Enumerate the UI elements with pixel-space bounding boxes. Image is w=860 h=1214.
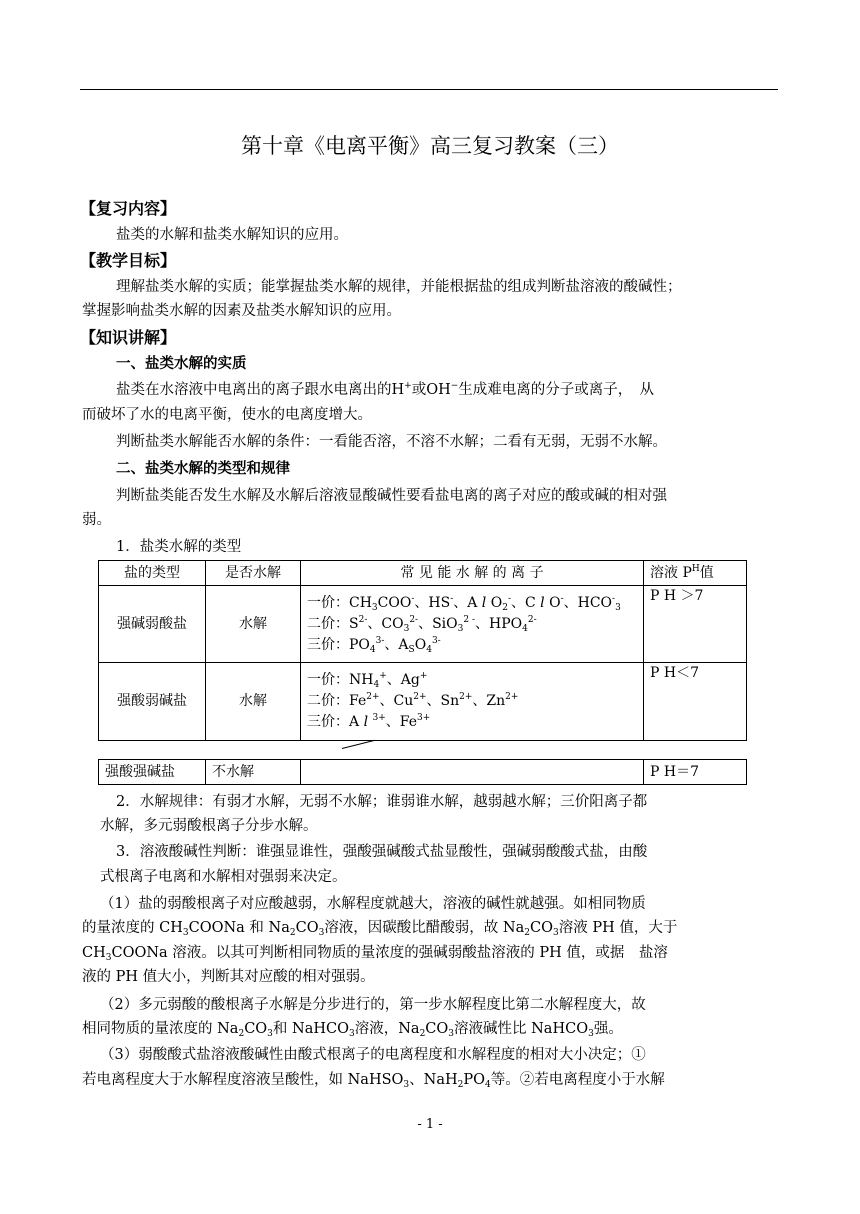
row2-type: 强酸弱碱盐: [99, 663, 206, 741]
row1-ions-monovalent: 一价：$CH_3COO^-$、HS-、A l $O_2^-$、C l O-、$HCO^-_3$: [307, 593, 621, 613]
goals-line-1: 理解盐类水解的实质；能掌握盐类水解的规律，并能根据盐的组成判断盐溶液的酸碱性；: [116, 279, 682, 295]
section2-para1-line1: 判断盐类能否发生水解及水解后溶液显酸碱性要看盐电离的离子对应的酸或碱的相对强: [116, 488, 667, 504]
table-row: [99, 663, 747, 741]
header-salt-type: 盐的类型: [99, 561, 206, 586]
section2-heading: 二、盐类水解的类型和规律: [116, 461, 290, 477]
hydrolysis-table-last-row: [98, 759, 747, 785]
row1-ph: P H ＞7: [644, 586, 747, 663]
section1-heading: 一、盐类水解的实质: [116, 356, 247, 372]
heading-review: 【复习内容】: [80, 199, 177, 218]
header-rule: [80, 89, 778, 90]
row3-ph: P H＝7: [644, 760, 747, 785]
heading-goals: 【教学目标】: [80, 251, 177, 270]
rule3-line1: 3．溶液酸碱性判断：谁强显谁性，强酸强碱酸式盐显酸性，强碱弱酸酸式盐，由酸: [116, 844, 648, 860]
row1-ions: [301, 586, 644, 663]
row2-ions-monovalent: 一价：$NH_4^+$、Ag+: [307, 671, 428, 690]
row2-hydrolysis: 水解: [206, 663, 301, 741]
row3-ions: [301, 760, 644, 785]
point3-line1: （3）弱酸酸式盐溶液酸碱性由酸式根离子的电离程度和水解程度的相对大小决定；①: [100, 1047, 646, 1063]
row1-ions-trivalent: 三价：$PO_4^{3-}$、$A_SO_4^{3-}$: [307, 635, 441, 655]
point3-line2: 若电离程度大于水解程度溶液呈酸性，如 NaHSO$_3$、$NaH_2PO_4$等。②若电离程度小于水解: [82, 1072, 665, 1090]
point1-line3: $CH_3COONa$ 溶液。以其可判断相同物质的量浓度的强碱弱酸盐溶液的 PH 值，或据 盐溶: [82, 945, 668, 963]
table-row: [99, 760, 747, 785]
rule2-line2: 水解，多元弱酸根离子分步水解。: [100, 818, 318, 834]
section1-para2: 判断盐类水解能否水解的条件：一看能否溶，不溶不水解；二看有无弱，无弱不水解。: [116, 434, 667, 450]
table-slash-mark: [342, 740, 375, 749]
section1-para1-line2: 而破坏了水的电离平衡，使水的电离度增大。: [82, 407, 372, 423]
point1-line2: 的量浓度的 $CH_3COONa$ 和 $Na_2CO_3$溶液，因碳酸比醋酸弱，故 $Na_2CO_3$溶液 PH 值，大于: [82, 920, 678, 938]
row2-ions: [301, 663, 644, 741]
rule3-line2: 式根离子电离和水解相对强弱来决定。: [100, 869, 347, 885]
row3-hydrolysis: 不水解: [206, 760, 301, 785]
subheading-types: 1．盐类水解的类型: [116, 539, 242, 555]
row1-type: 强碱弱酸盐: [99, 586, 206, 663]
rule2-line1: 2．水解规律：有弱才水解，无弱不水解；谁弱谁水解，越弱越水解；三价阳离子都: [116, 794, 648, 810]
row1-hydrolysis: 水解: [206, 586, 301, 663]
row2-ph: P H＜7: [644, 663, 747, 741]
row3-type: 强酸强碱盐: [99, 760, 206, 785]
table-header-row: [99, 561, 747, 586]
review-text: 盐类的水解和盐类水解知识的应用。: [116, 227, 348, 243]
point2-line1: （2）多元弱酸的酸根离子水解是分步进行的，第一步水解程度比第二水解程度大，故: [100, 997, 646, 1013]
page-number: - 1 -: [417, 1117, 443, 1132]
section2-para1-line2: 弱。: [82, 512, 111, 528]
heading-knowledge: 【知识讲解】: [80, 328, 177, 347]
page-title: 第十章《电离平衡》高三复习教案（三）: [241, 134, 619, 158]
row2-ions-divalent: 二价：$Fe^{2+}$、$Cu^{2+}$、$Sn^{2+}$、$Zn^{2+}$: [307, 692, 519, 709]
point2-line2: 相同物质的量浓度的 $Na_2CO_3$和 NaHCO$_3$溶液，$Na_2CO_3$溶液碱性比 NaHCO$_3$强。: [82, 1021, 623, 1039]
header-ph: 溶液 $P^H$值: [644, 561, 747, 586]
row1-ions-divalent: 二价：$S^{2-}$、$CO_3^{2-}$、SiO$_3^{2 -}$、$HPO_4^{2-}$: [307, 614, 537, 634]
point1-line1: （1）盐的弱酸根离子对应酸越弱，水解程度就越大，溶液的碱性就越强。如相同物质: [100, 896, 646, 912]
goals-line-2: 掌握影响盐类水解的因素及盐类水解知识的应用。: [82, 303, 401, 319]
row2-ions-trivalent: 三价：A l $^{3+}$、$Fe^{3+}$: [307, 713, 431, 730]
section1-para1-line1: 盐类在水溶液中电离出的离子跟水电离出的H+或OH−生成难电离的分子或离子， 从: [116, 381, 655, 398]
table-row: [99, 586, 747, 663]
point1-line4: 液的 PH 值大小，判断其对应酸的相对强弱。: [82, 969, 375, 985]
header-ions: 常 见 能 水 解 的 离 子: [301, 561, 644, 586]
header-hydrolysis: 是否水解: [206, 561, 301, 586]
hydrolysis-table: [98, 560, 747, 741]
